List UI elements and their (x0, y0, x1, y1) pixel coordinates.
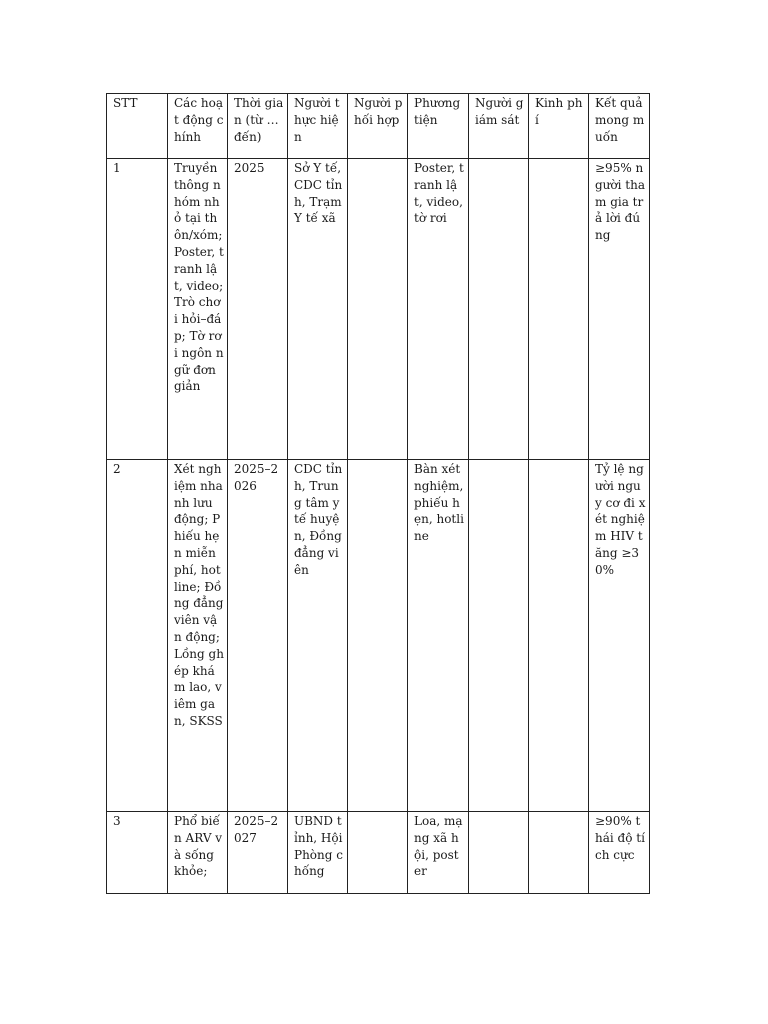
table-cell: UBND tỉnh, Hội Phòng chống (288, 812, 348, 894)
header-cell: Phương tiện (408, 94, 469, 159)
table-cell: Bàn xét nghiệm, phiếu hẹn, hotline (408, 460, 469, 812)
table-cell: 2025–2026 (228, 460, 288, 812)
table-cell: Loa, mạng xã hội, poster (408, 812, 469, 894)
table-cell: ≥90% thái độ tích cực (589, 812, 650, 894)
table-cell (348, 159, 408, 460)
table-cell: 2025 (228, 159, 288, 460)
table-cell: Poster, tranh lật, video, tờ rơi (408, 159, 469, 460)
table-cell (469, 159, 529, 460)
header-cell: Các hoạt động chính (168, 94, 228, 159)
table-cell (529, 812, 589, 894)
table-cell: Xét nghiệm nhanh lưu động; Phiếu hẹn miễn phí, hotline; Đồng đẳng viên vận động; Lồng ghép khám lao, viêm gan, SKSS (168, 460, 228, 812)
table-row (107, 460, 650, 812)
table-cell: CDC tỉnh, Trung tâm y tế huyện, Đồng đẳng viên (288, 460, 348, 812)
header-cell: Kết quả mong muốn (589, 94, 650, 159)
table-cell (469, 460, 529, 812)
header-cell: STT (107, 94, 168, 159)
table-cell (469, 812, 529, 894)
header-cell: Người thực hiện (288, 94, 348, 159)
header-cell: Người phối hợp (348, 94, 408, 159)
table-header-row (107, 94, 650, 159)
table-cell: 2025–2027 (228, 812, 288, 894)
table-cell: 3 (107, 812, 168, 894)
header-cell: Thời gian (từ … đến) (228, 94, 288, 159)
table-row (107, 812, 650, 894)
table-cell: Sở Y tế, CDC tỉnh, Trạm Y tế xã (288, 159, 348, 460)
table-cell: 1 (107, 159, 168, 460)
table-cell: Truyền thông nhóm nhỏ tại thôn/xóm; Poster, tranh lật, video; Trò chơi hỏi–đáp; Tờ rơi ngôn ngữ đơn giản (168, 159, 228, 460)
table-row (107, 159, 650, 460)
activity-plan-table (106, 93, 650, 894)
table-cell (529, 460, 589, 812)
table-cell: Tỷ lệ người nguy cơ đi xét nghiệm HIV tăng ≥30% (589, 460, 650, 812)
table-cell: 2 (107, 460, 168, 812)
header-cell: Người giám sát (469, 94, 529, 159)
table-cell: Phổ biến ARV và sống khỏe; (168, 812, 228, 894)
header-cell: Kinh phí (529, 94, 589, 159)
table-cell (529, 159, 589, 460)
table-cell (348, 460, 408, 812)
table-cell (348, 812, 408, 894)
table-cell: ≥95% người tham gia trả lời đúng (589, 159, 650, 460)
